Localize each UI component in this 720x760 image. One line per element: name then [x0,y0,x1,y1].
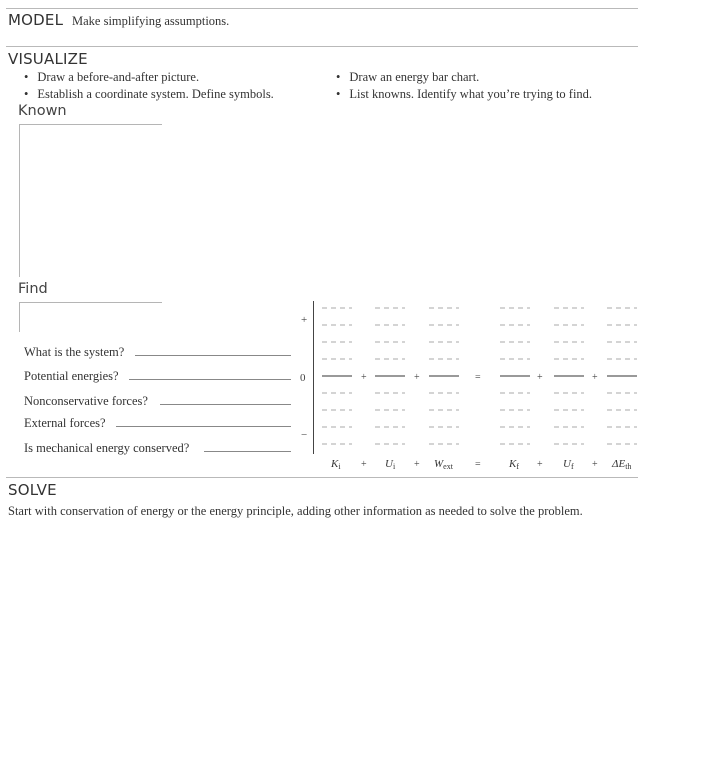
zero-row-op-4: + [537,372,543,383]
question-system-text: What is the system? [24,345,125,359]
solve-rule [6,477,638,478]
bullet-knowns: • List knowns. Identify what you’re trying to find. [336,87,592,102]
col-label-u-initial [385,458,395,471]
col-label-u-initial-sub: i [392,462,396,471]
col-label-k-initial [331,458,341,471]
col-label-k-initial-sub: i [338,462,341,471]
zero-row-op-3: = [475,372,481,383]
label-row-op-2: + [414,459,420,470]
col-label-w-ext-symbol: W [434,458,444,470]
bullet-coordinate-system: • Establish a coordinate system. Define symbols. [24,87,274,102]
bullet-energy-bar-chart: • Draw an energy bar chart. [336,70,479,85]
col-label-w-ext [434,458,453,471]
col-label-delta-e-thermal-symbol: ΔE [612,458,626,470]
plus-axis-label: + [301,314,308,326]
col-label-k-initial-symbol: K [331,458,339,470]
col-label-delta-e-thermal-sub: th [625,462,632,471]
col-label-k-final-symbol: K [509,458,517,470]
zero-row-op-1: + [361,372,367,383]
label-row-op-3: = [475,459,481,470]
question-nonconservative-text: Nonconservative forces? [24,394,148,408]
question-external-text: External forces? [24,416,106,430]
col-label-delta-e-thermal [612,458,631,471]
minus-axis-label: − [301,429,308,441]
col-label-u-initial-symbol: U [385,458,393,470]
solve-instruction: Start with conservation of energy or the energy principle, adding other information as needed to solve the problem. [8,504,583,518]
label-row-op-1: + [361,459,367,470]
label-row-op-4: + [537,459,543,470]
zero-row-op-2: + [414,372,420,383]
visualize-heading: VISUALIZE [8,50,88,68]
col-label-k-final-sub: f [516,462,520,471]
col-label-k-final [509,458,519,471]
col-label-u-final [563,458,574,471]
col-label-w-ext-sub: ext [443,462,453,471]
zero-axis-label: 0 [300,372,306,384]
known-label: Known [18,103,67,119]
solve-heading: SOLVE [8,481,57,499]
find-label: Find [18,281,48,297]
col-label-u-final-sub: f [570,462,574,471]
model-instruction: Make simplifying assumptions. [72,14,230,28]
question-mechanical-text: Is mechanical energy conserved? [24,441,190,455]
label-row-op-5: + [592,459,598,470]
col-label-u-final-symbol: U [563,458,571,470]
zero-row-op-5: + [592,372,598,383]
model-heading: MODEL [8,11,64,29]
bullet-before-after: • Draw a before-and-after picture. [24,70,199,85]
question-potential-text: Potential energies? [24,369,119,383]
